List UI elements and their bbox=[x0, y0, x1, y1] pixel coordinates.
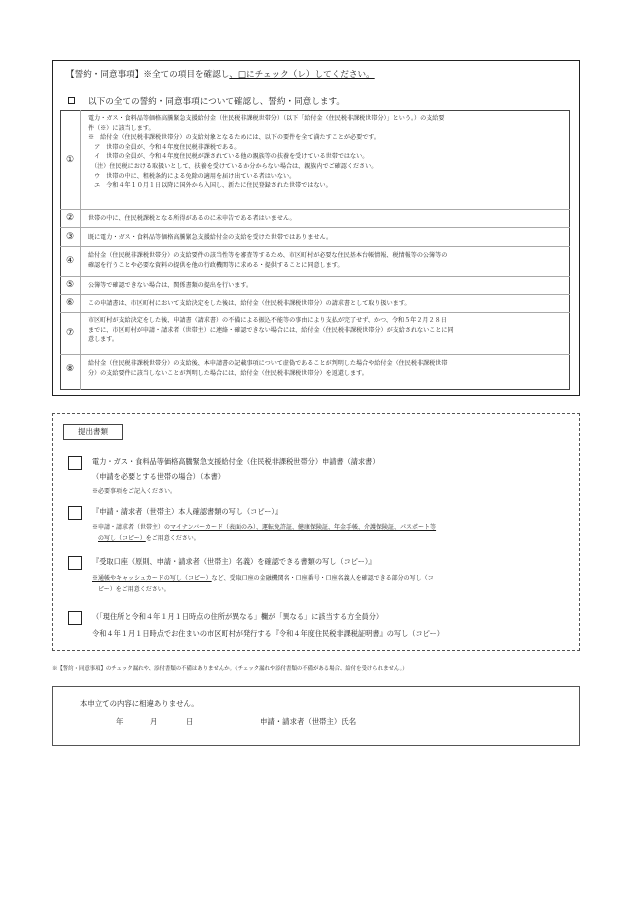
pledge-item-line: 確認を行うことや必要な資料の提供を他の行政機関等に求める・提供することに同意します。 bbox=[88, 261, 344, 269]
pledge-item-5: 公簿等で確認できない場合は、関係書類の提出を行います。 bbox=[88, 282, 253, 289]
pledge-item-number: ① bbox=[65, 155, 75, 165]
signature-statement: 本申立ての内容に相違ありません。 bbox=[80, 699, 199, 708]
agree-all-statement: 以下の全ての誓約・同意事項について確認し、誓約・同意します。 bbox=[88, 97, 345, 107]
pledge-item-line: エ 令和４年１０月１日以降に国外から入国し、新たに住民登録された世帯ではない。 bbox=[88, 182, 332, 190]
pledge-item-3: 既に電力・ガス・食料品等価格高騰緊急支援給付金の支給を受けた世帯ではありません。 bbox=[88, 234, 333, 241]
pledge-item-number: ⑦ bbox=[65, 328, 75, 338]
pledge-item-8 bbox=[88, 359, 447, 378]
doc2-note-underlined: マイナンバーカード（表面のみ）、運転免許証、健康保険証、年金手帳、介護保険証、パスポート等 bbox=[170, 524, 437, 531]
pledge-item-number: ④ bbox=[65, 256, 75, 266]
pledge-items-divider bbox=[80, 110, 81, 390]
pledge-item-line: 分）の支給要件に該当しないことが判明した場合には、給付金（住民税非課税世帯分）を返還します。 bbox=[88, 369, 368, 377]
footer-note: ※【誓約・同意事項】のチェック漏れや、添付書類の不備はありませんか。（チェック漏れや添付書類の不備がある場合、給付を受けられません。） bbox=[52, 666, 408, 672]
row-separator bbox=[60, 276, 570, 277]
doc4-subtitle: 令和４年１月１日時点でお住まいの市区町村が発行する『令和４年度住民税非課税証明書』の写し（コピー） bbox=[92, 629, 444, 638]
pledge-item-number: ⑥ bbox=[65, 298, 75, 308]
row-separator bbox=[60, 246, 570, 247]
pledge-item-line: ウ 世帯の中に、租税条約による免除の適用を届け出ている者はいない。 bbox=[88, 172, 296, 180]
pledge-heading bbox=[66, 68, 375, 80]
doc1-title: 電力・ガス・食料品等価格高騰緊急支援給付金（住民税非課税世帯分）申請書（請求書） bbox=[92, 457, 380, 466]
doc3-note bbox=[92, 573, 434, 582]
doc1-note: ※必要事項をご記入ください。 bbox=[92, 488, 177, 495]
pledge-item-line: ※ 給付金（住民税非課税世帯分）の支給対象となるためには、以下の要件を全て満たすことが必要です。 bbox=[88, 134, 381, 142]
doc4-checkbox[interactable] bbox=[68, 611, 82, 625]
pledge-item-line: （注）住民税における取扱いとして、扶養を受けているか分からない場合は、親族内でご確認ください。 bbox=[88, 162, 378, 170]
pledge-item-number: ⑤ bbox=[65, 280, 75, 290]
doc2-note2-suffix: をご用意ください。 bbox=[145, 535, 200, 542]
doc2-note-cont bbox=[98, 533, 200, 542]
doc2-note bbox=[92, 522, 436, 531]
doc3-note-cont: ピー）をご用意ください。 bbox=[98, 586, 170, 593]
pledge-item-line: 件（※）に該当します。 bbox=[88, 124, 155, 132]
pledge-item-line: までに、市区町村が申請・請求者（世帯主）に連絡・確認できない場合には、給付金（住民税非課税世帯分）が支給されないことに同 bbox=[88, 326, 454, 334]
pledge-item-line: 電力・ガス・食料品等価格高騰緊急支援給付金（住民税非課税世帯分）（以下「給付金（住民税非課税世帯分）」という。）の支給要 bbox=[88, 115, 445, 122]
doc3-title: 『受取口座（原則、申請・請求者（世帯主）名義）を確認できる書類の写し（コピー）』 bbox=[92, 557, 376, 566]
pledge-item-number: ⑧ bbox=[65, 364, 75, 374]
pledge-instruction-underlined: 、□にチェック（レ）してください。 bbox=[229, 70, 375, 80]
row-separator bbox=[60, 209, 570, 210]
doc3-note-underlined: ※通帳やキャッシュカードの写し（コピー） bbox=[92, 575, 212, 582]
pledge-item-4 bbox=[88, 251, 447, 270]
doc2-note2-underlined: の写し（コピー） bbox=[98, 535, 146, 542]
pledge-item-line: ア 世帯の全員が、令和４年度住民税非課税である。 bbox=[88, 143, 241, 151]
signature-year: 年 bbox=[116, 717, 124, 726]
doc1-checkbox[interactable] bbox=[68, 456, 82, 470]
doc3-note-suffix: など、受取口座の金融機関名・口座番号・口座名義人を確認できる部分の写し（コ bbox=[211, 575, 434, 582]
row-separator bbox=[60, 227, 570, 228]
pledge-item-line: 意します。 bbox=[88, 336, 118, 344]
signature-name-label: 申請・請求者（世帯主）氏名 bbox=[260, 717, 357, 726]
doc2-note-prefix: ※申請・請求者（世帯主）の bbox=[92, 524, 171, 531]
row-separator bbox=[60, 312, 570, 313]
pledge-item-1 bbox=[88, 114, 444, 191]
pledge-item-2: 世帯の中に、住民税課税となる所得があるのに未申告である者はいません。 bbox=[88, 215, 296, 222]
signature-day: 日 bbox=[186, 717, 194, 726]
pledge-item-number: ③ bbox=[65, 232, 75, 242]
pledge-item-7 bbox=[88, 316, 454, 345]
pledge-item-line: 給付金（住民税非課税世帯分）の支給後、本申請書の記載事項について虚偽であることが判明した場合や給付金（住民税非課税世帯 bbox=[88, 360, 448, 367]
pledge-instruction: ※全ての項目を確認し bbox=[143, 70, 230, 80]
doc3-checkbox[interactable] bbox=[68, 556, 82, 570]
doc1-subtitle: （申請を必要とする世帯の場合）（本書） bbox=[92, 472, 225, 481]
doc2-title: 『申請・請求者（世帯主）本人確認書類の写し（コピー）』 bbox=[92, 507, 283, 516]
pledge-item-line: イ 世帯の全員が、令和４年度住民税が課されている他の親族等の扶養を受けている世帯ではない。 bbox=[88, 153, 369, 161]
pledge-title: 【誓約・同意事項】 bbox=[66, 70, 144, 80]
documents-label: 提出書類 bbox=[63, 424, 123, 440]
agree-all-checkbox[interactable] bbox=[68, 97, 75, 104]
pledge-item-line: 給付金（住民税非課税世帯分）の支給要件の該当性等を審査等するため、市区町村が必要な住民基本台帳情報、税情報等の公簿等の bbox=[88, 252, 448, 259]
row-separator bbox=[60, 354, 570, 355]
pledge-item-line: 市区町村が支給決定をした後、申請書（請求書）の不備による振込不能等の事由により支払が完了せず、かつ、令和５年２月２８日 bbox=[88, 317, 447, 324]
pledge-item-number: ② bbox=[65, 213, 75, 223]
doc2-checkbox[interactable] bbox=[68, 506, 82, 520]
doc4-title: （「現住所と令和４年１月１日時点の住所が異なる」欄が「異なる」に該当する方全員分） bbox=[92, 612, 384, 621]
pledge-item-6: この申請書は、市区町村において支給決定をした後は、給付金（住民税非課税世帯分）の請求書として取り扱います。 bbox=[88, 300, 411, 307]
row-separator bbox=[60, 294, 570, 295]
signature-month: 月 bbox=[150, 717, 158, 726]
